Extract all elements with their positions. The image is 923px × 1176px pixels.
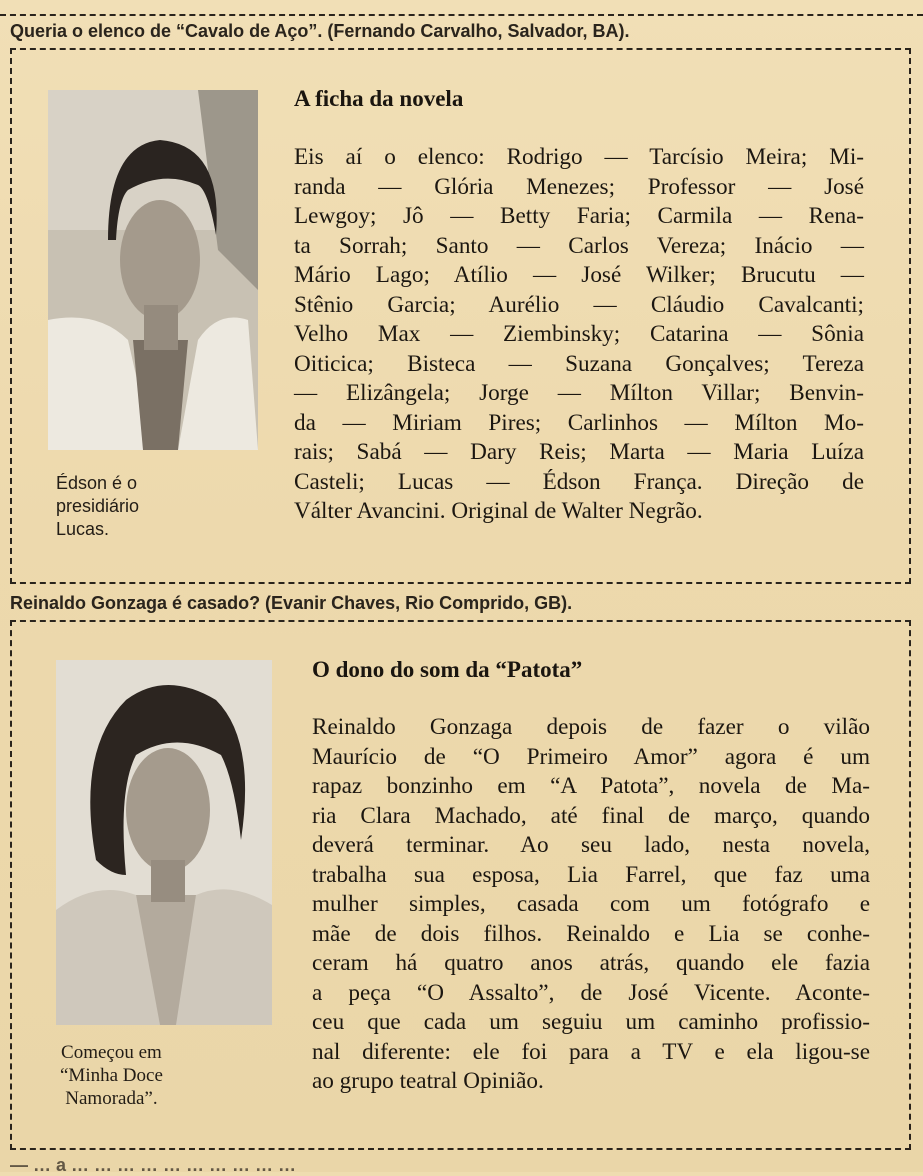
reader-question-3-partial: — … a … … … … … … … … … … xyxy=(10,1155,297,1175)
body-line: Mário Lago; Atílio — José Wilker; Brucutu — xyxy=(294,262,864,288)
caption-line: Começou em xyxy=(61,1042,162,1063)
body-line: ceram há quatro anos atrás, quando ele fazia xyxy=(312,950,870,976)
photo-caption-2 xyxy=(60,1041,163,1110)
body-line: a peça “O Assalto”, de José Vicente. Aconte- xyxy=(312,979,870,1006)
photo-caption-1 xyxy=(56,472,139,541)
body-line: Válter Avancini. Original de Walter Negrão. xyxy=(294,498,703,524)
photo-edson-franca xyxy=(48,90,258,450)
caption-line: “Minha Doce xyxy=(60,1065,163,1086)
top-rule xyxy=(0,14,923,16)
caption-line: presidiário xyxy=(56,496,140,516)
reader-question-2: Reinaldo Gonzaga é casado? (Evanir Chaves, Rio Comprido, GB). xyxy=(10,593,573,613)
body-line: mãe de dois filhos. Reinaldo e Lia se conhe- xyxy=(312,920,870,947)
body-line: Eis aí o elenco: Rodrigo — Tarcísio Meira; Mi- xyxy=(294,144,864,170)
body-line: rais; Sabá — Dary Reis; Marta — Maria Luíza xyxy=(294,439,864,465)
body-line: Maurício de “O Primeiro Amor” agora é um xyxy=(312,743,870,770)
body-line: trabalha sua esposa, Lia Farrel, que faz uma xyxy=(312,861,870,888)
body-line: Reinaldo Gonzaga depois de fazer o vilão xyxy=(312,714,870,740)
article-body-1 xyxy=(294,143,864,527)
body-line: randa — Glória Menezes; Professor — José xyxy=(294,173,864,200)
body-line: rapaz bonzinho em “A Patota”, novela de Ma- xyxy=(312,773,870,799)
article-body-2 xyxy=(312,713,870,1097)
body-line: ceu que cada um seguiu um caminho profissio- xyxy=(312,1009,870,1035)
body-line: Oiticica; Bisteca — Suzana Gonçalves; Tereza xyxy=(294,350,864,377)
caption-line: Namorada”. xyxy=(65,1088,158,1109)
body-line: ta Sorrah; Santo — Carlos Vereza; Inácio — xyxy=(294,232,864,259)
body-line: Lewgoy; Jô — Betty Faria; Carmila — Rena- xyxy=(294,203,864,229)
body-line: da — Miriam Pires; Carlinhos — Mílton Mo- xyxy=(294,409,864,436)
caption-line: Édson é o xyxy=(56,473,138,493)
reader-question-1: Queria o elenco de “Cavalo de Aço”. (Fernando Carvalho, Salvador, BA). xyxy=(10,21,630,41)
body-line: nal diferente: ele foi para a TV e ela ligou-se xyxy=(312,1038,870,1065)
body-line: deverá terminar. Ao seu lado, nesta novela, xyxy=(312,832,870,858)
body-line: Casteli; Lucas — Édson França. Direção de xyxy=(294,468,864,495)
body-line: mulher simples, casada com um fotógrafo e xyxy=(312,891,870,917)
article-title-2: O dono do som da “Patota” xyxy=(312,657,583,682)
body-line: Velho Max — Ziembinsky; Catarina — Sônia xyxy=(294,321,864,347)
photo-reinaldo-gonzaga xyxy=(56,660,272,1025)
body-line: ria Clara Machado, até final de março, quando xyxy=(312,802,870,829)
body-line: ao grupo teatral Opinião. xyxy=(312,1068,544,1094)
article-title-1: A ficha da novela xyxy=(294,86,464,111)
caption-line: Lucas. xyxy=(56,519,110,539)
body-line: Stênio Garcia; Aurélio — Cláudio Cavalcanti; xyxy=(294,291,864,318)
body-line: — Elizângela; Jorge — Mílton Villar; Benvin- xyxy=(294,380,864,406)
